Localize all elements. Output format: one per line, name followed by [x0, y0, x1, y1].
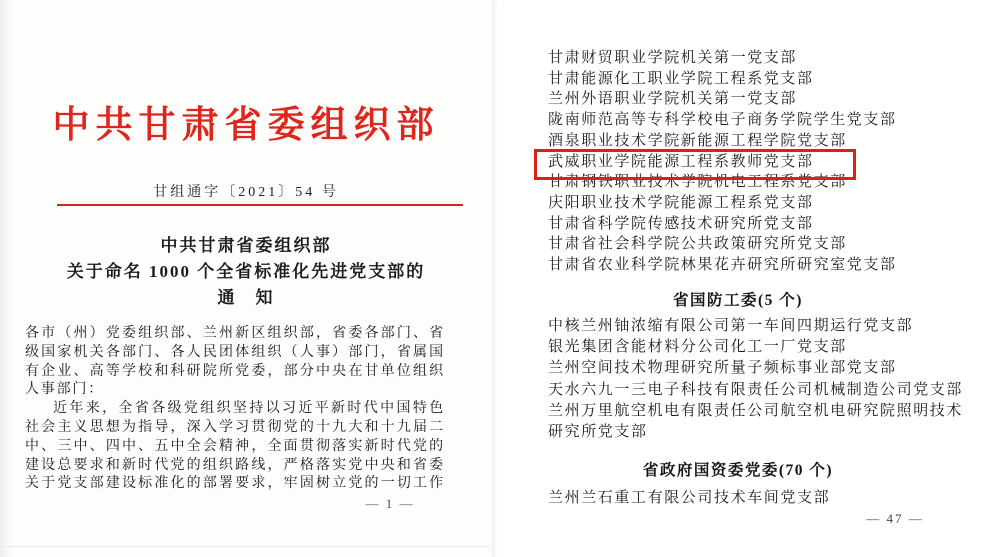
list-item: 银光集团含能材料分公司化工一厂党支部	[548, 339, 847, 356]
list-item: 甘肃能源化工职业学院工程系党支部	[548, 70, 814, 87]
notice-title	[0, 233, 492, 311]
list-item: 庆阳职业技术学院能源工程系党支部	[548, 194, 814, 211]
page-number: — 47 —	[866, 511, 924, 526]
list-item: 兰州外语职业学院机关第一党支部	[548, 91, 798, 108]
body-line: 社会主义思想为指导，深入学习贯彻党的十九大和十九届二	[25, 419, 445, 435]
list-item: 甘肃省社会科学院公共政策研究所党支部	[548, 236, 847, 253]
list-item: 甘肃省农业科学院林果花卉研究所研究室党支部	[548, 257, 897, 274]
agency-header: 中共甘肃省委组织部	[52, 105, 440, 146]
branch-list-page	[492, 0, 984, 557]
notice-body	[25, 325, 445, 494]
list-item: 酒泉职业技术学院新能源工程学院党支部	[548, 132, 847, 149]
notice-title-line-1: 中共甘肃省委组织部	[160, 236, 332, 255]
branch-list-sasac	[548, 488, 970, 508]
body-line: 有企业、高等学校和科研院所党委，部分中央在甘单位组织	[25, 363, 445, 379]
notice-title-line-2: 关于命名 1000 个全省标准化先进党支部的	[66, 262, 426, 281]
page-number: — 1 —	[365, 496, 415, 511]
list-item: 兰州万里航空机电有限责任公司航空机电研究院照明技术研究所党支部	[548, 402, 964, 441]
list-item: 兰州兰石重工有限公司技术车间党支部	[548, 490, 831, 506]
list-item: 甘肃钢铁职业技术学院机电工程系党支部	[548, 174, 847, 191]
body-line: 人事部门：	[25, 382, 104, 398]
list-item: 甘肃财贸职业学院机关第一党支部	[548, 50, 798, 66]
list-item: 甘肃省科学院传感技术研究所党支部	[548, 215, 814, 232]
highlighted-list-item: 武威职业学院能源工程系教师党支部	[548, 152, 970, 173]
notice-title-line-3: 通 知	[217, 288, 275, 307]
body-line: 近年来，全省各级党组织坚持以习近平新时代中国特色	[53, 401, 445, 417]
branch-list-top	[548, 48, 970, 276]
section-heading-sasac: 省政府国资委党委(70 个)	[642, 462, 834, 479]
red-separator-line	[57, 204, 463, 206]
list-item: 中核兰州铀浓缩有限公司第一车间四期运行党支部	[548, 318, 914, 334]
body-line: 各市（州）党委组织部、兰州新区组织部，省委各部门、省	[25, 326, 445, 341]
body-line: 中、三中、四中、五中全会精神，全面贯彻落实新时代党的	[25, 438, 445, 454]
section-heading-defense: 省国防工委(5 个)	[673, 292, 803, 309]
body-line: 建设总要求和新时代党的组织路线，严格落实党中央和省委	[25, 457, 445, 473]
list-item: 陇南师范高等专科学校电子商务学院学生党支部	[548, 112, 897, 129]
list-item: 兰州空间技术物理研究所量子频标事业部党支部	[548, 360, 897, 377]
list-item: 天水六九一三电子科技有限责任公司机械制造公司党支部	[548, 381, 964, 398]
branch-list-defense	[548, 316, 970, 443]
document-number: 甘组通字〔2021〕54 号	[153, 185, 339, 200]
body-line: 级国家机关各部门、各人民团体组织（人事）部门，省属国	[25, 344, 445, 360]
body-line: 关于党支部建设标准化的部署要求，牢固树立党的一切工作	[25, 476, 445, 492]
